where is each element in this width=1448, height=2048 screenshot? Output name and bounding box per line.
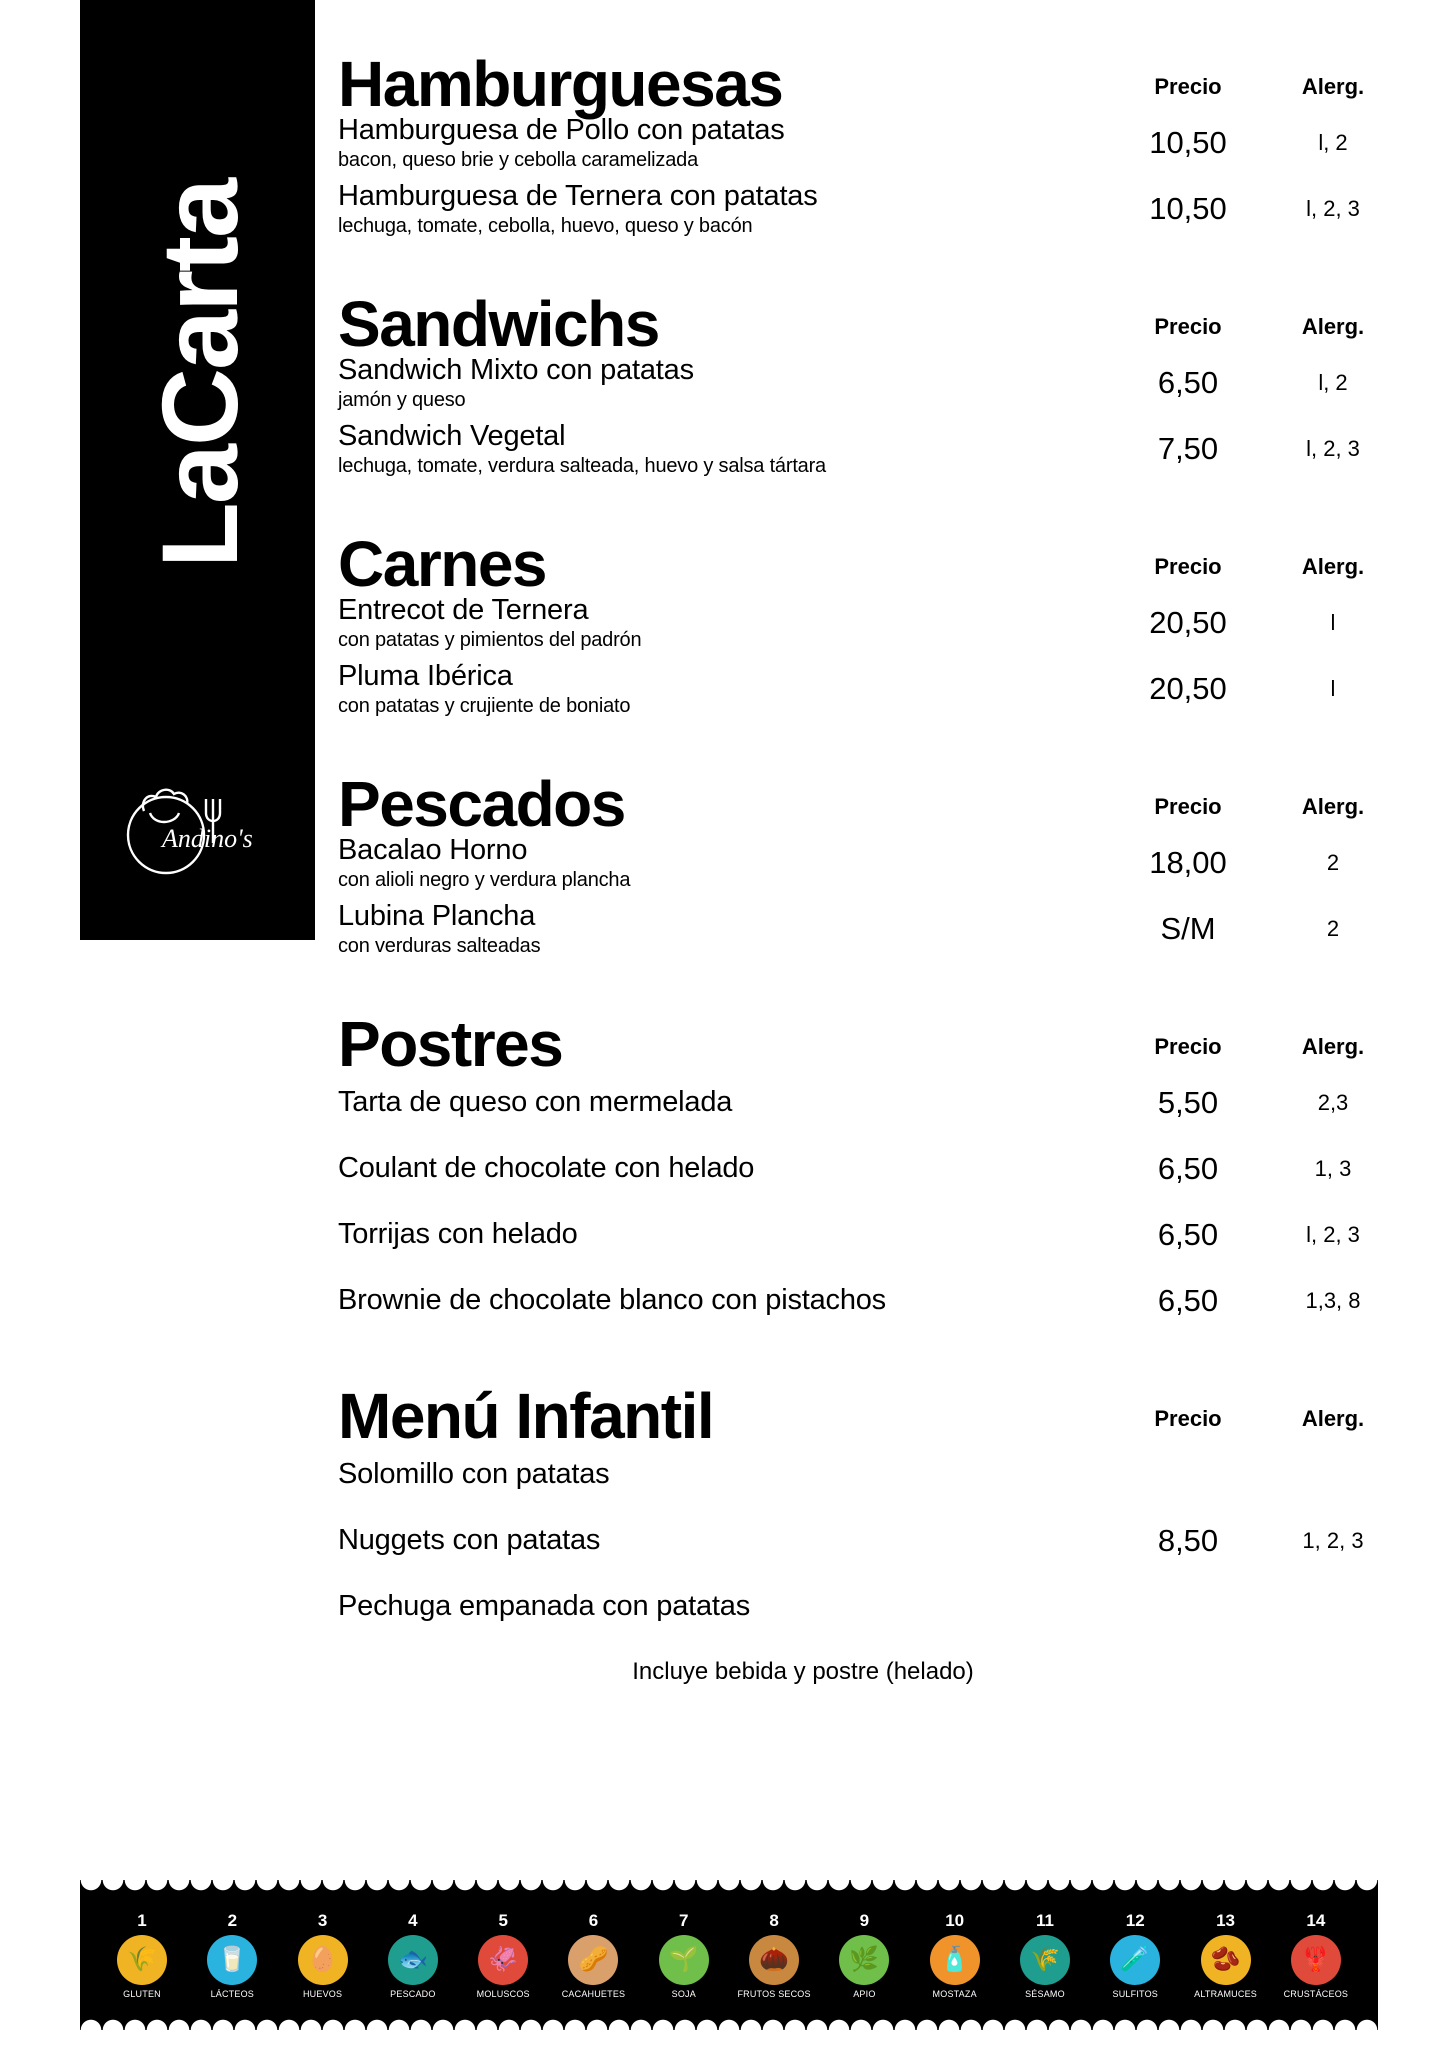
menu-item-text bbox=[338, 834, 1108, 892]
allergen-label: ALTRAMUCES bbox=[1194, 1989, 1257, 1999]
menu-item-name: Lubina Plancha bbox=[338, 899, 536, 932]
menu-section-pescados bbox=[338, 744, 1398, 962]
menu-item-allergens: 1,3, 8 bbox=[1305, 1288, 1361, 1313]
allergen-label: SULFITOS bbox=[1112, 1989, 1158, 1999]
menu-item-name: Torrijas con helado bbox=[338, 1218, 578, 1251]
menu-item-text bbox=[338, 1284, 1108, 1317]
side-banner bbox=[80, 0, 315, 940]
menu-item-price: 6,50 bbox=[1157, 1283, 1219, 1318]
menu-item-name: Solomillo con patatas bbox=[338, 1458, 610, 1491]
column-labels bbox=[1108, 314, 1398, 340]
menu-item-text bbox=[338, 1524, 1108, 1557]
allergen-item bbox=[732, 1911, 816, 1999]
column-price-label: Precio bbox=[1154, 794, 1222, 819]
fish-icon: 🐟 bbox=[388, 1935, 438, 1985]
menu-item-description: con patatas y pimientos del padrón bbox=[338, 629, 642, 652]
menu-item-name: Sandwich Vegetal bbox=[338, 419, 566, 452]
column-labels bbox=[1108, 1034, 1398, 1060]
menu-infantil-note: Incluye bebida y postre (helado) bbox=[632, 1658, 974, 1685]
wheat-icon: 🌾 bbox=[117, 1935, 167, 1985]
menu-item-name: Sandwich Mixto con patatas bbox=[338, 353, 694, 386]
allergen-number: 12 bbox=[1125, 1911, 1145, 1930]
menu-content bbox=[338, 24, 1398, 1692]
sesame-icon: 🌾 bbox=[1020, 1935, 1070, 1985]
column-allergen-label: Alerg. bbox=[1301, 554, 1365, 579]
menu-item-name: Hamburguesa de Ternera con patatas bbox=[338, 179, 818, 212]
allergen-number: 5 bbox=[498, 1911, 508, 1930]
section-header bbox=[338, 24, 1398, 120]
allergen-label: CACAHUETES bbox=[561, 1989, 626, 1999]
sulfites-icon: 🧪 bbox=[1110, 1935, 1160, 1985]
menu-item-text bbox=[338, 1590, 1108, 1623]
nuts-icon: 🌰 bbox=[749, 1935, 799, 1985]
milk-icon: 🥛 bbox=[207, 1935, 257, 1985]
allergen-item bbox=[190, 1911, 274, 1999]
menu-item-price: 10,50 bbox=[1149, 125, 1227, 160]
allergen-label: FRUTOS SECOS bbox=[737, 1989, 811, 1999]
menu-item-text bbox=[338, 660, 1108, 718]
allergen-label: HUEVOS bbox=[302, 1989, 343, 1999]
menu-item bbox=[338, 1508, 1398, 1574]
menu-item-allergens: l, 2 bbox=[1318, 370, 1348, 395]
crustacean-icon: 🦞 bbox=[1291, 1935, 1341, 1985]
section-title: Postres bbox=[338, 1008, 563, 1080]
menu-item-price: 20,50 bbox=[1149, 605, 1227, 640]
menu-vertical-title: LaCarta bbox=[139, 179, 260, 569]
menu-section-carnes bbox=[338, 504, 1398, 722]
section-title: Hamburguesas bbox=[338, 48, 783, 120]
allergen-number: 11 bbox=[1035, 1911, 1054, 1930]
menu-section-sandwichs bbox=[338, 264, 1398, 482]
menu-item-allergens: l, 2 bbox=[1318, 130, 1348, 155]
allergen-number: 10 bbox=[945, 1911, 965, 1930]
allergen-label: GLUTEN bbox=[123, 1989, 161, 1999]
menu-item-text bbox=[338, 114, 1108, 172]
column-allergen-label: Alerg. bbox=[1301, 794, 1365, 819]
allergen-label: MOSTAZA bbox=[932, 1989, 977, 1999]
menu-item-price: 10,50 bbox=[1149, 191, 1227, 226]
menu-item-price: S/M bbox=[1160, 911, 1216, 946]
allergen-number: 1 bbox=[137, 1911, 147, 1930]
allergen-number: 4 bbox=[408, 1911, 418, 1930]
menu-item-allergens: l, 2, 3 bbox=[1306, 436, 1360, 461]
menu-item-name: Nuggets con patatas bbox=[338, 1524, 601, 1557]
column-labels bbox=[1108, 794, 1398, 820]
menu-item-allergens: 1, 2, 3 bbox=[1302, 1528, 1364, 1553]
menu-item-allergens: l, 2, 3 bbox=[1306, 196, 1360, 221]
column-labels bbox=[1108, 74, 1398, 100]
menu-item-allergens: l bbox=[1330, 676, 1336, 701]
menu-item-text bbox=[338, 900, 1108, 958]
egg-icon: 🥚 bbox=[298, 1935, 348, 1985]
section-header bbox=[338, 264, 1398, 360]
peanut-icon: 🥜 bbox=[568, 1935, 618, 1985]
menu-item bbox=[338, 656, 1398, 722]
menu-item-text bbox=[338, 354, 1108, 412]
menu-item-allergens: 1, 3 bbox=[1314, 1156, 1352, 1181]
andinos-logo bbox=[100, 755, 295, 890]
menu-item-text bbox=[338, 180, 1108, 238]
menu-item bbox=[338, 1574, 1398, 1640]
menu-item-text bbox=[338, 594, 1108, 652]
menu-item-description: con patatas y crujiente de boniato bbox=[338, 695, 631, 718]
menu-item-text bbox=[338, 1218, 1108, 1251]
section-header bbox=[338, 1356, 1398, 1452]
menu-item bbox=[338, 176, 1398, 242]
menu-item-name: Pluma Ibérica bbox=[338, 659, 513, 692]
menu-item-name: Brownie de chocolate blanco con pistachos bbox=[338, 1284, 886, 1317]
column-price-label: Precio bbox=[1154, 314, 1222, 339]
menu-item-allergens: 2 bbox=[1326, 850, 1340, 875]
menu-item bbox=[338, 1136, 1398, 1202]
column-labels bbox=[1108, 1406, 1398, 1432]
allergen-item bbox=[822, 1911, 906, 1999]
menu-item-name: Pechuga empanada con patatas bbox=[338, 1590, 750, 1623]
allergen-label: PESCADO bbox=[390, 1989, 436, 1999]
column-allergen-label: Alerg. bbox=[1301, 314, 1365, 339]
allergen-item bbox=[642, 1911, 726, 1999]
column-price-label: Precio bbox=[1154, 554, 1222, 579]
allergen-item bbox=[1184, 1911, 1268, 1999]
menu-item-price: 8,50 bbox=[1157, 1523, 1219, 1558]
allergen-number: 9 bbox=[859, 1911, 870, 1930]
allergen-number: 6 bbox=[588, 1911, 599, 1930]
allergen-label: APIO bbox=[853, 1989, 876, 1999]
section-title: Sandwichs bbox=[338, 288, 659, 360]
menu-item-description: bacon, queso brie y cebolla caramelizada bbox=[338, 149, 698, 172]
menu-item-description: lechuga, tomate, verdura salteada, huevo y salsa tártara bbox=[338, 455, 826, 478]
column-price-label: Precio bbox=[1154, 74, 1222, 99]
column-labels bbox=[1108, 554, 1398, 580]
allergen-label: LÁCTEOS bbox=[210, 1989, 254, 1999]
section-title: Pescados bbox=[338, 768, 625, 840]
allergen-item bbox=[1274, 1911, 1358, 1999]
allergen-item bbox=[913, 1911, 997, 1999]
menu-item-description: lechuga, tomate, cebolla, huevo, queso y bacón bbox=[338, 215, 753, 238]
soy-icon: 🌱 bbox=[659, 1935, 709, 1985]
allergen-label: MOLUSCOS bbox=[476, 1989, 530, 1999]
allergen-number: 14 bbox=[1306, 1911, 1326, 1930]
menu-item-description: jamón y queso bbox=[338, 389, 466, 412]
allergen-item bbox=[461, 1911, 545, 1999]
column-allergen-label: Alerg. bbox=[1301, 1034, 1365, 1059]
menu-section-postres bbox=[338, 984, 1398, 1334]
section-title: Menú Infantil bbox=[338, 1380, 714, 1452]
menu-section-menu-infantil bbox=[338, 1356, 1398, 1686]
menu-item-price: 6,50 bbox=[1157, 1217, 1219, 1252]
allergen-label: SOJA bbox=[671, 1989, 696, 1999]
menu-item-name: Hamburguesa de Pollo con patatas bbox=[338, 113, 785, 146]
menu-item bbox=[338, 1268, 1398, 1334]
celery-icon: 🌿 bbox=[839, 1935, 889, 1985]
menu-item bbox=[338, 1202, 1398, 1268]
section-title: Carnes bbox=[338, 528, 546, 600]
menu-item-text bbox=[338, 1458, 1108, 1491]
column-allergen-label: Alerg. bbox=[1301, 1406, 1365, 1431]
menu-item-allergens: 2,3 bbox=[1317, 1090, 1349, 1115]
allergen-number: 2 bbox=[227, 1911, 238, 1930]
section-header bbox=[338, 984, 1398, 1080]
menu-item-price: 7,50 bbox=[1157, 431, 1219, 466]
menu-item-price: 6,50 bbox=[1157, 365, 1219, 400]
svg-text:Andino's: Andino's bbox=[162, 824, 253, 853]
allergen-item bbox=[371, 1911, 455, 1999]
allergen-item bbox=[100, 1911, 184, 1999]
menu-item-allergens: 2 bbox=[1326, 916, 1340, 941]
menu-item-text bbox=[338, 1086, 1108, 1119]
allergen-item bbox=[1093, 1911, 1177, 1999]
column-price-label: Precio bbox=[1154, 1406, 1222, 1431]
allergen-label: SÉSAMO bbox=[1025, 1989, 1065, 1999]
menu-item-description: con verduras salteadas bbox=[338, 935, 541, 958]
menu-item-text bbox=[338, 1152, 1108, 1185]
menu-item bbox=[338, 416, 1398, 482]
menu-item-price: 20,50 bbox=[1149, 671, 1227, 706]
menu-section-hamburguesas bbox=[338, 24, 1398, 242]
section-header bbox=[338, 504, 1398, 600]
section-header bbox=[338, 744, 1398, 840]
lupin-icon: 🫘 bbox=[1201, 1935, 1251, 1985]
menu-item-price: 5,50 bbox=[1157, 1085, 1219, 1120]
menu-item bbox=[338, 896, 1398, 962]
allergen-number: 13 bbox=[1216, 1911, 1236, 1930]
menu-item-name: Tarta de queso con mermelada bbox=[338, 1086, 733, 1119]
menu-item-name: Coulant de chocolate con helado bbox=[338, 1152, 755, 1185]
menu-item-price: 6,50 bbox=[1157, 1151, 1219, 1186]
menu-item-price: 18,00 bbox=[1149, 845, 1227, 880]
menu-item-description: con alioli negro y verdura plancha bbox=[338, 869, 631, 892]
allergen-item bbox=[1003, 1911, 1087, 1999]
column-allergen-label: Alerg. bbox=[1301, 74, 1365, 99]
allergen-item bbox=[551, 1911, 635, 1999]
allergen-item bbox=[281, 1911, 365, 1999]
menu-item-name: Entrecot de Ternera bbox=[338, 593, 589, 626]
menu-item-allergens: l, 2, 3 bbox=[1306, 1222, 1360, 1247]
allergen-number: 8 bbox=[769, 1911, 779, 1930]
menu-item-allergens: l bbox=[1330, 610, 1336, 635]
menu-item-text bbox=[338, 420, 1108, 478]
allergen-number: 7 bbox=[679, 1911, 689, 1930]
column-price-label: Precio bbox=[1154, 1034, 1222, 1059]
allergen-label: CRUSTÁCEOS bbox=[1283, 1989, 1349, 1999]
allergen-legend bbox=[80, 1880, 1378, 2030]
menu-item-name: Bacalao Horno bbox=[338, 833, 528, 866]
squid-icon: 🦑 bbox=[478, 1935, 528, 1985]
mustard-icon: 🧴 bbox=[930, 1935, 980, 1985]
allergen-number: 3 bbox=[317, 1911, 328, 1930]
